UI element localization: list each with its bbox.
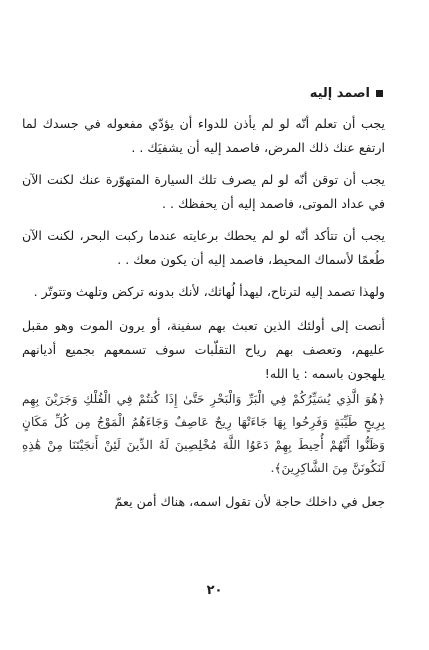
page-number: ٢٠	[206, 583, 223, 598]
square-bullet-icon	[376, 90, 383, 97]
page-body	[22, 112, 385, 526]
paragraph-sea: يجب أن تتأكد أنّه لو لم يحطك برعايته عندما ركبت البحر، لكنت الآن طُعمًا لأسماك المحيط، فاصمد إليه أن يكون معك . .	[22, 228, 385, 267]
paragraph-ship: أنصت إلى أولئك الذين تعبث بهم سفينة، أو يرون الموت وهو مقبل عليهم، وتعصف بهم رياح التقلّبات سوف تسمعهم بجميع أديانهم يلهجون باسمه : يا الله!	[22, 318, 385, 381]
paragraph-rest: ولهذا تصمد إليه لترتاح، ليهدأ لُهاثك، لأنك بدونه تركض وتلهث وتتوتّر .	[33, 284, 385, 299]
quran-verse: ﴿هُوَ الَّذِي يُسَيِّرُكُمْ فِي الْبَرِّ وَالْبَحْرِ حَتَّىٰ إِذَا كُنتُمْ فِي الْفُلْكِ وَجَرَيْنَ بِهِم بِرِيحٍ طَيِّبَةٍ وَفَرِحُوا بِهَا جَاءَتْهَا رِيحٌ عَاصِفٌ وَجَاءَهُمُ الْمَوْجُ مِن كُلِّ مَكَانٍ وَظَنُّوا أَنَّهُمْ أُحِيطَ بِهِمْ دَعَوُا اللَّهَ مُخْلِصِينَ لَهُ الدِّينَ لَئِنْ أَنجَيْتَنَا مِنْ هَٰذِهِ لَنَكُونَنَّ مِنَ الشَّاكِرِينَ﴾.	[22, 392, 385, 475]
section-heading	[310, 86, 383, 101]
paragraph-car: يجب أن توقن أنّه لو لم يصرف تلك السيارة المتهوّرة عنك لكنت الآن في عداد الموتى، فاصمد إليه أن يحفظك . .	[22, 172, 385, 211]
paragraph-last: جعل في داخلك حاجة لأن تقول اسمه، هناك أمن يعمّ	[114, 494, 385, 509]
paragraph-healing: يجب أن تعلم أنّه لو لم يأذن للدواء أن يؤدّي مفعوله في جسدك لما ارتفع عنك ذلك المرض، فاصمد إليه أن يشفيَك . .	[22, 116, 385, 155]
section-heading-text: اصمد إليه	[309, 86, 370, 101]
